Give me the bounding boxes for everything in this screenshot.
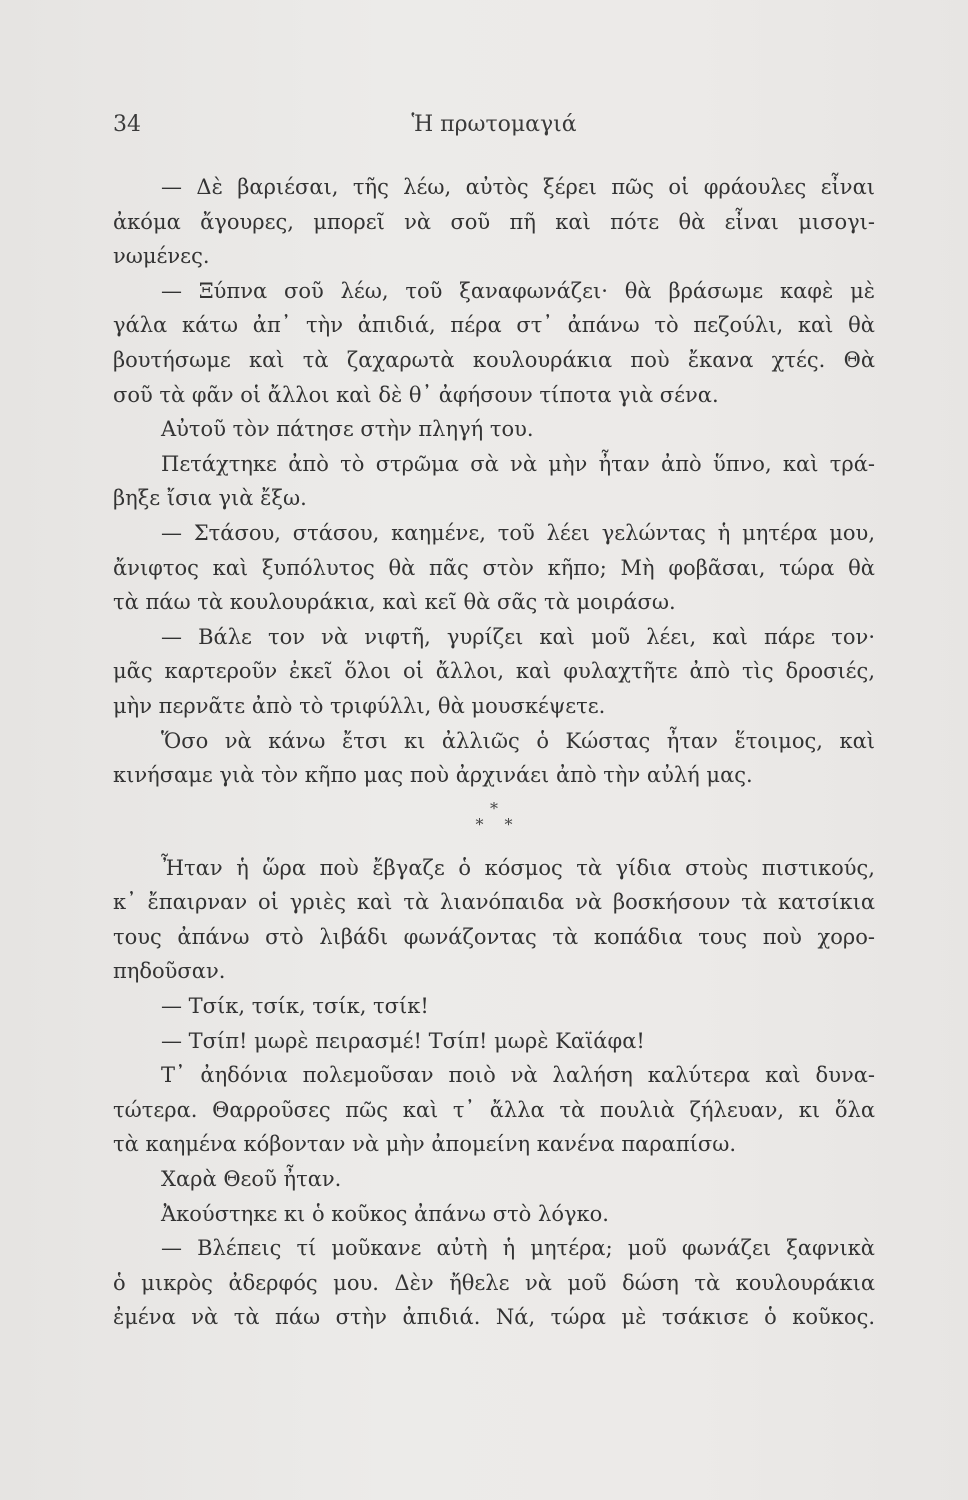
paragraph (113, 274, 875, 412)
paragraph (113, 516, 875, 620)
text-line: — Δὲ βαριέσαι, τῆς λέω, αὐτὸς ξέρει πῶς οἱ φράουλες εἶναι (161, 175, 875, 199)
text-line: τους ἀπάνω στὸ λιβάδι φωνάζοντας τὰ κοπάδια τους ποὺ χορο- (113, 924, 875, 949)
page-header (113, 112, 875, 152)
paragraph (113, 989, 875, 1024)
text-line: γάλα κάτω ἀπ᾽ τὴν ἀπιδιά, πέρα στ᾽ ἀπάνω τὸ πεζούλι, καὶ θὰ (113, 313, 875, 338)
text-line: κινήσαμε γιὰ τὸν κῆπο μας ποὺ ἀρχινάει ἀπὸ τὴν αὐλή μας. (113, 763, 753, 788)
paragraph (113, 851, 875, 989)
text-line: βηξε ἴσια γιὰ ἔξω. (113, 486, 307, 511)
asterism-top: * (490, 798, 498, 818)
text-line: Πετάχτηκε ἀπὸ τὸ στρῶμα σὰ νὰ μὴν ἦταν ἀπὸ ὕπνο, καὶ τρά- (161, 451, 875, 476)
text-line: — Τσίκ, τσίκ, τσίκ, τσίκ! (161, 994, 429, 1019)
running-title: Ἡ πρωτομαγιά (411, 112, 577, 137)
page-body (113, 170, 875, 1335)
text-line: — Βάλε τον νὰ νιφτῆ, γυρίζει καὶ μοῦ λέει, καὶ πάρε τον· (161, 624, 875, 649)
paragraph (113, 620, 875, 724)
text-line: κ᾽ ἔπαιρναν οἱ γριὲς καὶ τὰ λιανόπαιδα νὰ βοσκήσουν τὰ κατσίκια (113, 890, 875, 915)
paragraph (113, 170, 875, 274)
paragraph (113, 1197, 875, 1232)
paragraph (113, 1058, 875, 1162)
text-line: ἄνιφτος καὶ ξυπόλυτος θὰ πᾶς στὸν κῆπο; Μὴ φοβᾶσαι, τώρα θὰ (113, 555, 875, 580)
paragraph (113, 1162, 875, 1197)
paragraph (113, 1024, 875, 1059)
text-line: Αὐτοῦ τὸν πάτησε στὴν πληγή του. (161, 417, 534, 442)
text-line: ἐμένα νὰ τὰ πάω στὴν ἀπιδιά. Νά, τώρα μὲ τσάκισε ὁ κοῦκος. (113, 1305, 875, 1330)
paragraph (113, 412, 875, 447)
text-line: μᾶς καρτεροῦν ἐκεῖ ὅλοι οἱ ἄλλοι, καὶ φυλαχτῆτε ἀπὸ τὶς δροσιές, (113, 659, 875, 684)
text-line: βουτήσωμε καὶ τὰ ζαχαρωτὰ κουλουράκια ποὺ ἔκανα χτές. Θὰ (113, 347, 875, 372)
paragraph (113, 447, 875, 516)
text-line: σοῦ τὰ φᾶν οἱ ἄλλοι καὶ δὲ θ᾽ ἀφήσουν τίποτα γιὰ σένα. (113, 382, 719, 407)
text-line: Χαρὰ Θεοῦ ἦταν. (161, 1167, 342, 1192)
text-line: ὁ μικρὸς ἀδερφός μου. Δὲν ἤθελε νὰ μοῦ δώση τὰ κουλουράκια (113, 1270, 875, 1295)
text-line: τὰ καημένα κόβονταν νὰ μὴν ἀπομείνη κανένα παραπίσω. (113, 1132, 737, 1157)
text-line: νωμένες. (113, 244, 210, 269)
section-break-asterism (113, 793, 875, 851)
text-line: πηδοῦσαν. (113, 959, 226, 984)
paragraph (113, 724, 875, 793)
text-line: Ὅσο νὰ κάνω ἔτσι κι ἀλλιῶς ὁ Κώστας ἦταν ἕτοιμος, καὶ (161, 728, 875, 753)
text-line: τὰ πάω τὰ κουλουράκια, καὶ κεῖ θὰ σᾶς τὰ μοιράσω. (113, 590, 676, 615)
text-line: — Στάσου, στάσου, καημένε, τοῦ λέει γελώντας ἡ μητέρα μου, (161, 520, 875, 545)
asterism-bottom: * * (475, 814, 521, 834)
text-line: μὴν περνᾶτε ἀπὸ τὸ τριφύλλι, θὰ μουσκέψετε. (113, 693, 606, 718)
text-line: Ἀκούστηκε κι ὁ κοῦκος ἀπάνω στὸ λόγκο. (161, 1201, 609, 1226)
text-line: — Ξύπνα σοῦ λέω, τοῦ ξαναφωνάζει· θὰ βράσωμε καφὲ μὲ (161, 278, 875, 303)
text-line: τώτερα. Θαρροῦσες πῶς καὶ τ᾽ ἄλλα τὰ πουλιὰ ζήλευαν, κι ὅλα (113, 1097, 875, 1122)
text-line: ἀκόμα ἄγουρες, μπορεῖ νὰ σοῦ πῆ καὶ πότε θὰ εἶναι μισογι- (113, 209, 875, 234)
text-line: — Βλέπεις τί μοῦκανε αὐτὴ ἡ μητέρα; μοῦ φωνάζει ξαφνικὰ (161, 1236, 875, 1261)
page-number: 34 (113, 112, 141, 137)
text-line: Τ᾽ ἀηδόνια πολεμοῦσαν ποιὸ νὰ λαλήση καλύτερα καὶ δυνα- (161, 1063, 875, 1088)
paragraph (113, 1231, 875, 1335)
text-line: — Τσίπ! μωρὲ πειρασμέ! Τσίπ! μωρὲ Καϊάφα! (161, 1028, 645, 1053)
text-line: Ἦταν ἡ ὥρα ποὺ ἔβγαζε ὁ κόσμος τὰ γίδια στοὺς πιστικούς, (161, 855, 875, 880)
